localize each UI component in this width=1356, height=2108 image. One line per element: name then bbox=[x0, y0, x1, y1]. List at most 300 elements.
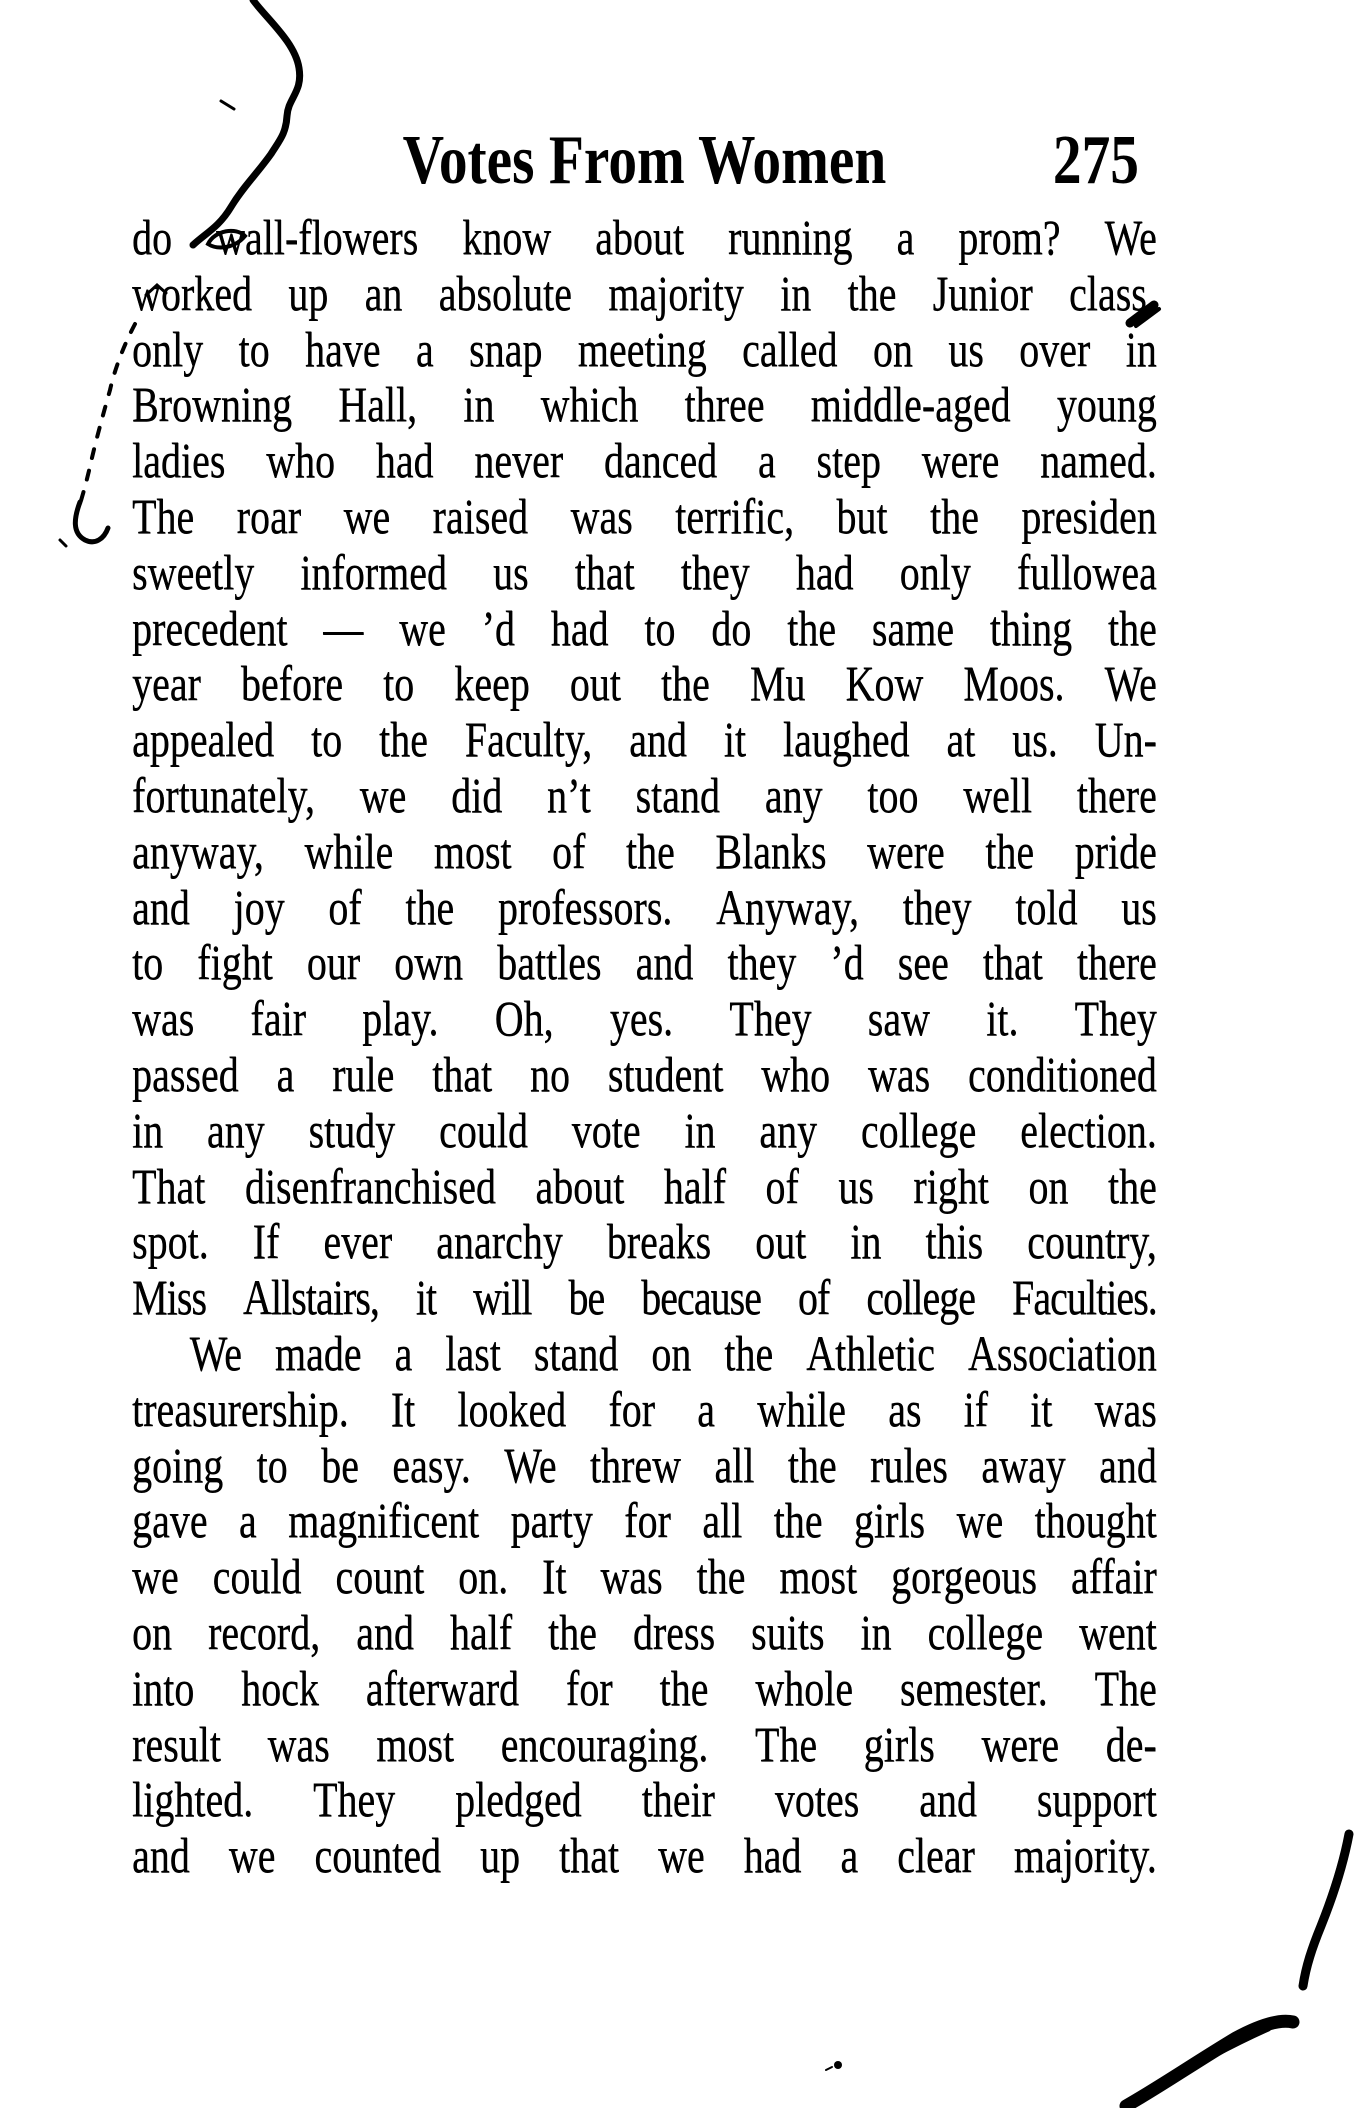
word: sweetly bbox=[132, 543, 255, 600]
word: last bbox=[445, 1324, 501, 1381]
text-line bbox=[132, 489, 1157, 545]
ink-streak-right-margin bbox=[1303, 1834, 1349, 1986]
word: in bbox=[463, 376, 495, 433]
word: did bbox=[451, 766, 503, 823]
text-line bbox=[132, 656, 1157, 712]
word: for bbox=[624, 1492, 671, 1549]
word: college bbox=[860, 1101, 977, 1158]
word: most bbox=[779, 1548, 858, 1605]
word: there bbox=[1076, 766, 1157, 823]
word: Mu bbox=[749, 655, 806, 712]
word: rule bbox=[332, 1045, 395, 1102]
word: stand bbox=[533, 1324, 619, 1381]
word: lighted. bbox=[132, 1771, 254, 1828]
word: n’t bbox=[547, 766, 591, 823]
word: step bbox=[816, 432, 881, 489]
word: in bbox=[1125, 320, 1157, 377]
word: half bbox=[449, 1603, 513, 1660]
word: clear bbox=[897, 1827, 975, 1884]
word: on bbox=[132, 1603, 172, 1660]
word: the bbox=[929, 487, 979, 544]
word: in bbox=[860, 1603, 892, 1660]
word: Faculties. bbox=[1011, 1269, 1157, 1326]
word: that bbox=[432, 1045, 493, 1102]
word: on. bbox=[458, 1548, 509, 1605]
word: Oh, bbox=[494, 990, 554, 1047]
text-line bbox=[132, 1214, 1157, 1270]
text-line bbox=[132, 1717, 1157, 1773]
word: rules bbox=[870, 1436, 948, 1493]
word: affair bbox=[1070, 1548, 1157, 1605]
word: in bbox=[684, 1101, 716, 1158]
word: out bbox=[569, 655, 621, 712]
word: They bbox=[1074, 990, 1157, 1047]
word: college bbox=[866, 1269, 975, 1326]
word: It bbox=[390, 1380, 416, 1437]
word: it bbox=[723, 711, 746, 768]
word: ever bbox=[323, 1213, 393, 1270]
word: there bbox=[1076, 934, 1157, 991]
word: Athletic bbox=[806, 1324, 935, 1381]
word: any bbox=[764, 766, 823, 823]
word: play. bbox=[362, 990, 439, 1047]
text-line bbox=[132, 1047, 1157, 1103]
word: we bbox=[132, 1548, 179, 1605]
word: fullowea bbox=[1016, 543, 1157, 600]
word: if bbox=[963, 1380, 988, 1437]
word: spot. bbox=[132, 1213, 209, 1270]
word: while bbox=[757, 1380, 846, 1437]
word: Hall, bbox=[338, 376, 418, 433]
word: running bbox=[728, 209, 853, 265]
word: result bbox=[132, 1715, 221, 1772]
word: year bbox=[132, 655, 201, 712]
word: going bbox=[132, 1436, 224, 1493]
word: The bbox=[754, 1715, 818, 1772]
word: We bbox=[1104, 209, 1157, 265]
word: and bbox=[132, 1827, 190, 1884]
word: all bbox=[714, 1436, 755, 1493]
word: easy. bbox=[392, 1436, 471, 1493]
word: never bbox=[474, 432, 564, 489]
word: and bbox=[635, 934, 694, 991]
text-line bbox=[132, 545, 1157, 601]
word: about bbox=[535, 1157, 625, 1214]
word: the bbox=[847, 264, 897, 321]
word: country, bbox=[1027, 1213, 1157, 1270]
word: class, bbox=[1068, 264, 1157, 321]
word: treasurership. bbox=[132, 1380, 349, 1437]
word: went bbox=[1078, 1603, 1157, 1660]
word: we bbox=[956, 1492, 1004, 1549]
word: as bbox=[888, 1380, 922, 1437]
word: of bbox=[328, 878, 362, 935]
text-line bbox=[132, 1382, 1157, 1438]
word: the bbox=[787, 599, 836, 656]
word: girls bbox=[863, 1715, 935, 1772]
word: fight bbox=[197, 934, 273, 991]
word: student bbox=[607, 1045, 724, 1102]
word: informed bbox=[300, 543, 447, 600]
word: we bbox=[657, 1827, 705, 1884]
word: They bbox=[312, 1771, 396, 1828]
word: was bbox=[570, 487, 633, 544]
word: be bbox=[568, 1269, 605, 1326]
text-line bbox=[132, 1828, 1157, 1884]
word: who bbox=[761, 1045, 831, 1102]
word: majority. bbox=[1013, 1827, 1157, 1884]
word: in bbox=[780, 264, 812, 321]
page-number: 275 bbox=[1052, 122, 1139, 199]
word: We bbox=[504, 1436, 557, 1493]
text-line bbox=[132, 935, 1157, 991]
word: to bbox=[311, 711, 343, 768]
word: passed bbox=[132, 1045, 239, 1102]
word: were bbox=[921, 432, 1000, 489]
ink-smudge-bottom-right-inner bbox=[1160, 2028, 1268, 2086]
word: terrific, bbox=[675, 487, 794, 544]
word: Kow bbox=[845, 655, 924, 712]
word: and bbox=[356, 1603, 414, 1660]
word: three bbox=[684, 376, 765, 433]
word: any bbox=[759, 1101, 818, 1158]
word: meeting bbox=[577, 320, 707, 377]
word: party bbox=[510, 1492, 593, 1549]
word: suits bbox=[751, 1603, 825, 1660]
word: pledged bbox=[455, 1771, 582, 1828]
word: college bbox=[927, 1603, 1043, 1660]
word: they bbox=[902, 878, 972, 935]
word: do bbox=[711, 599, 752, 656]
word: in bbox=[132, 1101, 164, 1158]
word: We bbox=[189, 1324, 242, 1381]
word: had bbox=[743, 1827, 802, 1884]
word: was bbox=[132, 990, 195, 1047]
word: battles bbox=[497, 934, 602, 991]
word: only bbox=[899, 543, 971, 600]
word: know bbox=[462, 209, 552, 265]
text-line bbox=[132, 1605, 1157, 1661]
word: the bbox=[1107, 1157, 1157, 1214]
word: right bbox=[913, 1157, 989, 1214]
word: election. bbox=[1020, 1101, 1157, 1158]
ink-speck-bottom-center-tail bbox=[826, 2067, 832, 2070]
word: away bbox=[981, 1436, 1066, 1493]
word: majority bbox=[608, 264, 744, 321]
word: we bbox=[228, 1827, 276, 1884]
text-line bbox=[132, 1772, 1157, 1828]
word: see bbox=[897, 934, 949, 991]
word: most bbox=[433, 822, 512, 879]
word: Blanks bbox=[715, 822, 827, 879]
word: ladies bbox=[132, 432, 226, 489]
word: the bbox=[787, 1436, 837, 1493]
word: presiden bbox=[1021, 487, 1157, 544]
word: a bbox=[697, 1380, 715, 1437]
word: the bbox=[548, 1603, 597, 1660]
word: were bbox=[866, 822, 945, 879]
word: fair bbox=[250, 990, 306, 1047]
text-line bbox=[132, 991, 1157, 1047]
pen-tick-top-left bbox=[221, 101, 234, 109]
word: a bbox=[896, 209, 915, 265]
word: most bbox=[376, 1715, 455, 1772]
word: that bbox=[558, 1827, 619, 1884]
word: before bbox=[240, 655, 344, 712]
word: de- bbox=[1105, 1715, 1157, 1772]
word: this bbox=[925, 1213, 984, 1270]
word: Miss bbox=[132, 1269, 206, 1326]
pen-hook-left-margin bbox=[75, 502, 108, 542]
word: have bbox=[305, 320, 381, 377]
word: which bbox=[540, 376, 639, 433]
word: on bbox=[651, 1324, 692, 1381]
word: too bbox=[867, 766, 919, 823]
word: The bbox=[132, 487, 195, 544]
word: all bbox=[702, 1492, 743, 1549]
word: raised bbox=[432, 487, 529, 544]
word: precedent bbox=[132, 599, 288, 656]
word: were bbox=[981, 1715, 1060, 1772]
text-line bbox=[132, 824, 1157, 880]
word: Browning bbox=[132, 376, 292, 433]
word: a bbox=[415, 320, 434, 377]
word: and bbox=[629, 711, 687, 768]
word: it. bbox=[986, 990, 1019, 1047]
word: will bbox=[473, 1269, 532, 1326]
word: Moos. bbox=[963, 655, 1065, 712]
word: for bbox=[608, 1380, 655, 1437]
word: We bbox=[1104, 655, 1157, 712]
word: to bbox=[383, 655, 415, 712]
text-line bbox=[132, 322, 1157, 378]
word: was bbox=[600, 1548, 663, 1605]
word: dress bbox=[632, 1603, 716, 1660]
text-line bbox=[132, 712, 1157, 768]
text-line bbox=[132, 210, 1157, 266]
word: gave bbox=[132, 1492, 208, 1549]
word: If bbox=[252, 1213, 280, 1270]
word: our bbox=[306, 934, 361, 991]
word: a bbox=[276, 1045, 295, 1102]
word: us. bbox=[1012, 711, 1058, 768]
word: thought bbox=[1034, 1492, 1157, 1549]
word: and bbox=[132, 878, 190, 935]
word: keep bbox=[454, 655, 530, 712]
word: That bbox=[132, 1157, 206, 1214]
word: the bbox=[379, 711, 428, 768]
word: to bbox=[256, 1436, 288, 1493]
word: of bbox=[552, 822, 586, 879]
word: record, bbox=[207, 1603, 321, 1660]
pen-hook-speck bbox=[60, 540, 66, 546]
word: vote bbox=[571, 1101, 641, 1158]
word: absolute bbox=[438, 264, 572, 321]
word: encouraging. bbox=[500, 1715, 709, 1772]
word: about bbox=[595, 209, 684, 265]
text-line bbox=[132, 1103, 1157, 1159]
word: worked bbox=[132, 264, 252, 321]
text-line bbox=[132, 266, 1157, 322]
word: the bbox=[724, 1324, 774, 1381]
word: Association bbox=[967, 1324, 1157, 1381]
word: any bbox=[206, 1101, 265, 1158]
word: looked bbox=[457, 1380, 567, 1437]
word: The bbox=[1094, 1659, 1157, 1716]
word: danced bbox=[603, 432, 718, 489]
word: joy bbox=[233, 878, 285, 935]
word: disenfranchised bbox=[244, 1157, 496, 1214]
word: made bbox=[274, 1324, 362, 1381]
word: us bbox=[948, 320, 984, 377]
word: only bbox=[132, 320, 204, 377]
text-line bbox=[132, 1159, 1157, 1215]
word: well bbox=[963, 766, 1033, 823]
ink-speck-bottom-center bbox=[834, 2061, 842, 2069]
word: threw bbox=[589, 1436, 681, 1493]
word: the bbox=[625, 822, 675, 879]
word: whole bbox=[755, 1659, 854, 1716]
word: appealed bbox=[132, 711, 275, 768]
text-line bbox=[132, 880, 1157, 936]
word: anyway, bbox=[132, 822, 264, 879]
word: us bbox=[1121, 878, 1157, 935]
word: of bbox=[797, 1269, 830, 1326]
word: a bbox=[238, 1492, 257, 1549]
word: the bbox=[985, 822, 1035, 879]
text-line bbox=[132, 1438, 1157, 1494]
word: they bbox=[680, 543, 750, 600]
word: up bbox=[480, 1827, 520, 1884]
word: we bbox=[359, 766, 407, 823]
word: young bbox=[1056, 376, 1157, 433]
word: pride bbox=[1074, 822, 1157, 879]
word: told bbox=[1015, 878, 1078, 935]
text-line bbox=[132, 768, 1157, 824]
word: conditioned bbox=[967, 1045, 1157, 1102]
word: had bbox=[375, 432, 434, 489]
word: votes bbox=[774, 1771, 860, 1828]
word: — bbox=[323, 599, 364, 656]
word: the bbox=[659, 1659, 709, 1716]
word: thing bbox=[989, 599, 1073, 656]
word: at bbox=[946, 711, 976, 768]
word: the bbox=[696, 1548, 746, 1605]
word: the bbox=[405, 878, 455, 935]
word: Junior bbox=[932, 264, 1033, 321]
word: that bbox=[982, 934, 1043, 991]
word: was bbox=[867, 1045, 931, 1102]
word: roar bbox=[236, 487, 302, 544]
word: professors. bbox=[497, 878, 673, 935]
word: afterward bbox=[365, 1659, 520, 1716]
word: could bbox=[438, 1101, 528, 1158]
word: their bbox=[641, 1771, 715, 1828]
word: we bbox=[343, 487, 391, 544]
word: anarchy bbox=[436, 1213, 563, 1270]
word: It bbox=[542, 1548, 567, 1605]
word: was bbox=[1094, 1380, 1157, 1437]
pen-speckle-trail-left-margin bbox=[80, 324, 135, 504]
word: in bbox=[850, 1213, 882, 1270]
word: half bbox=[663, 1157, 726, 1214]
word: Faculty, bbox=[464, 711, 593, 768]
word: for bbox=[565, 1659, 613, 1716]
word: could bbox=[212, 1548, 302, 1605]
word: same bbox=[871, 599, 954, 656]
word: over bbox=[1019, 320, 1091, 377]
word: the bbox=[773, 1492, 823, 1549]
text-line bbox=[132, 433, 1157, 489]
text-line bbox=[132, 1270, 1157, 1326]
word: us bbox=[493, 543, 529, 600]
word: up bbox=[288, 264, 329, 321]
word: out bbox=[755, 1213, 807, 1270]
word: a bbox=[394, 1324, 413, 1381]
word: ’d bbox=[830, 934, 864, 991]
word: magnificent bbox=[288, 1492, 480, 1549]
word: on bbox=[872, 320, 913, 377]
word: snap bbox=[469, 320, 543, 377]
word: Un- bbox=[1094, 711, 1157, 768]
word: and bbox=[919, 1771, 977, 1828]
word: to bbox=[238, 320, 270, 377]
word: to bbox=[644, 599, 676, 656]
ink-streak-right-margin-thick bbox=[1318, 1850, 1344, 1930]
word: us bbox=[838, 1157, 874, 1214]
running-header bbox=[132, 118, 1157, 204]
word: ’d bbox=[481, 599, 515, 656]
word: was bbox=[267, 1715, 330, 1772]
word: yes. bbox=[609, 990, 674, 1047]
word: it bbox=[1030, 1380, 1053, 1437]
word: who bbox=[266, 432, 335, 489]
word: we bbox=[399, 599, 446, 656]
word: to bbox=[132, 934, 164, 991]
word: hock bbox=[241, 1659, 319, 1716]
word: counted bbox=[314, 1827, 442, 1884]
word: a bbox=[840, 1827, 859, 1884]
word: count bbox=[335, 1548, 425, 1605]
text-line bbox=[132, 1661, 1157, 1717]
page-title: Votes From Women bbox=[402, 122, 887, 199]
word: of bbox=[765, 1157, 799, 1214]
word: on bbox=[1028, 1157, 1069, 1214]
word: Anyway, bbox=[716, 878, 859, 935]
word: support bbox=[1036, 1771, 1157, 1828]
word: fortunately, bbox=[132, 766, 315, 823]
word: study bbox=[308, 1101, 396, 1158]
word: named. bbox=[1040, 432, 1157, 489]
word: an bbox=[364, 264, 403, 321]
word: the bbox=[660, 655, 710, 712]
word: it bbox=[415, 1269, 437, 1326]
word: saw bbox=[867, 990, 930, 1047]
word: middle-aged bbox=[810, 376, 1011, 433]
word: a bbox=[757, 432, 776, 489]
word: the bbox=[1107, 599, 1157, 656]
word: Allstairs, bbox=[242, 1269, 379, 1326]
word: that bbox=[574, 543, 635, 600]
word: and bbox=[1099, 1436, 1157, 1493]
word: wall-flowers bbox=[216, 209, 419, 265]
word: breaks bbox=[606, 1213, 712, 1270]
word: no bbox=[529, 1045, 570, 1102]
word: gorgeous bbox=[891, 1548, 1037, 1605]
word: laughed bbox=[782, 711, 910, 768]
word: they bbox=[727, 934, 797, 991]
word: had bbox=[550, 599, 609, 656]
